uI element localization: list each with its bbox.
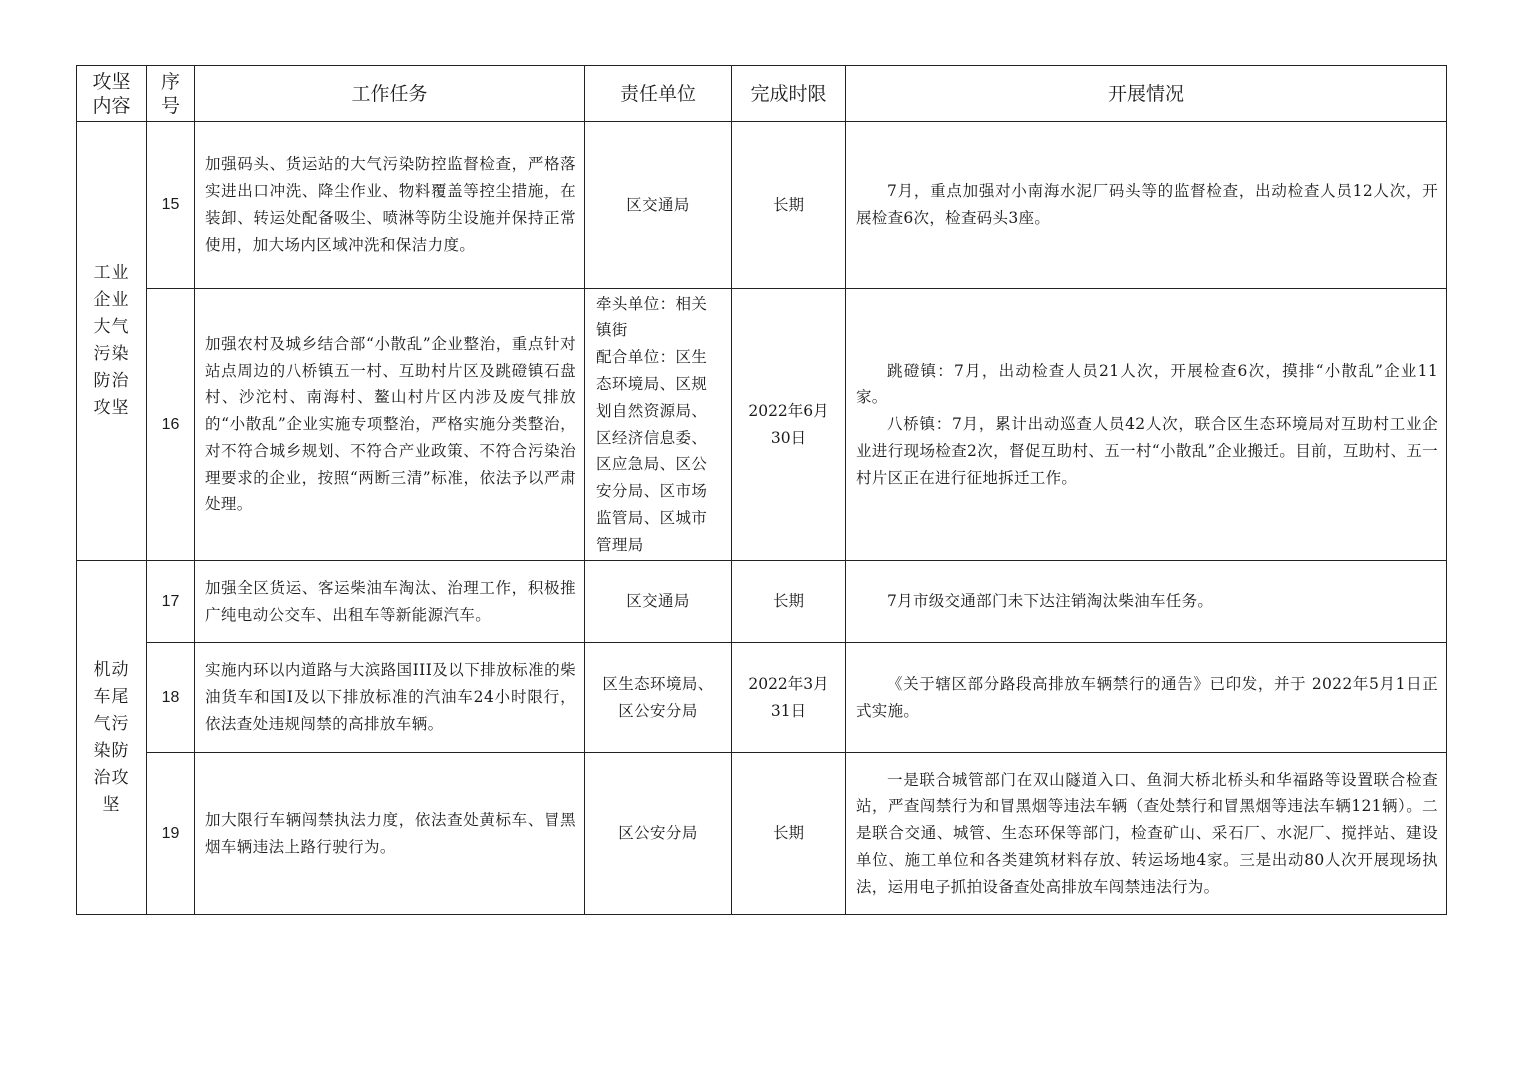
table-row [77, 561, 1447, 643]
progress-paragraph: 7月，重点加强对小南海水泥厂码头等的监督检查，出动检查人员12人次，开展检查6次，检查码头3座。 [856, 182, 1438, 227]
progress-paragraph: 一是联合城管部门在双山隧道入口、鱼洞大桥北桥头和华福路等设置联合检查站，严查闯禁行为和冒黑烟等违法车辆（查处禁行和冒黑烟等违法车辆121辆）。二是联合交通、城管、生态环保等部门，检查矿山、采石厂、水泥厂、搅拌站、建设单位、施工单位和各类建筑材料存放、转运场地4家。三是出动80人次开展现场执法，运用电子抓拍设备查处高排放车闯禁违法行为。 [856, 770, 1438, 896]
task-table [76, 65, 1447, 915]
progress-paragraph: 《关于辖区部分路段高排放车辆禁行的通告》已印发，并于 2022年5月1日正式实施。 [856, 674, 1438, 720]
header-unit: 责任单位 [585, 66, 732, 122]
category-label: 工业企业大气污染防治攻坚 [93, 263, 130, 418]
category-label: 机动车尾气污染防治攻坚 [93, 659, 130, 815]
category-cell [77, 561, 147, 915]
progress-cell [846, 289, 1447, 561]
progress-cell [846, 561, 1447, 643]
progress-cell [846, 753, 1447, 915]
progress-paragraph: 八桥镇：7月，累计出动巡查人员42人次，联合区生态环境局对互助村工业企业进行现场检查2次，督促互助村、五一村“小散乱”企业搬迁。目前，互助村、五一村片区正在进行征地拆迁工作。 [856, 415, 1438, 487]
unit-cell: 区生态环境局、区公安分局 [585, 643, 732, 753]
deadline-cell: 长期 [732, 122, 846, 289]
unit-cell: 区公安分局 [585, 753, 732, 915]
table-row [77, 122, 1447, 289]
progress-cell [846, 122, 1447, 289]
task-cell: 加强农村及城乡结合部“小散乱”企业整治，重点针对站点周边的八桥镇五一村、互助村片区及跳磴镇石盘村、沙沱村、南海村、鳌山村片区内涉及废气排放的“小散乱”企业实施专项整治，严格实施分类整治，对不符合城乡规划、不符合产业政策、不符合污染治理要求的企业，按照“两断三清”标准，依法予以严肃处理。 [195, 289, 585, 561]
progress-cell [846, 643, 1447, 753]
row-number: 18 [147, 643, 195, 753]
row-number: 15 [147, 122, 195, 289]
task-cell: 实施内环以内道路与大滨路国III及以下排放标准的柴油货车和国I及以下排放标准的汽油车24小时限行，依法查处违规闯禁的高排放车辆。 [195, 643, 585, 753]
deadline-cell: 2022年6月30日 [732, 289, 846, 561]
row-number: 19 [147, 753, 195, 915]
header-category: 攻坚内容 [77, 66, 147, 122]
deadline-cell: 长期 [732, 753, 846, 915]
category-cell [77, 122, 147, 561]
row-number: 17 [147, 561, 195, 643]
header-row [77, 66, 1447, 122]
table-row [77, 289, 1447, 561]
table-row [77, 643, 1447, 753]
header-progress: 开展情况 [846, 66, 1447, 122]
task-cell: 加强全区货运、客运柴油车淘汰、治理工作，积极推广纯电动公交车、出租车等新能源汽车。 [195, 561, 585, 643]
progress-paragraph: 跳磴镇：7月，出动检查人员21人次，开展检查6次，摸排“小散乱”企业11家。 [856, 361, 1438, 407]
header-deadline: 完成时限 [732, 66, 846, 122]
deadline-cell: 2022年3月31日 [732, 643, 846, 753]
progress-paragraph: 7月市级交通部门未下达注销淘汰柴油车任务。 [887, 592, 1214, 611]
header-task: 工作任务 [195, 66, 585, 122]
deadline-cell: 长期 [732, 561, 846, 643]
table-row [77, 753, 1447, 915]
task-cell: 加大限行车辆闯禁执法力度，依法查处黄标车、冒黑烟车辆违法上路行驶行为。 [195, 753, 585, 915]
header-no: 序号 [147, 66, 195, 122]
task-cell: 加强码头、货运站的大气污染防控监督检查，严格落实进出口冲洗、降尘作业、物料覆盖等控尘措施，在装卸、转运处配备吸尘、喷淋等防尘设施并保持正常使用，加大场内区域冲洗和保洁力度。 [195, 122, 585, 289]
unit-cell: 区交通局 [585, 561, 732, 643]
row-number: 16 [147, 289, 195, 561]
unit-cell: 牵头单位：相关镇街 配合单位：区生态环境局、区规划自然资源局、区经济信息委、区应急局、区公安分局、区市场监管局、区城市管理局 [585, 289, 732, 561]
unit-cell: 区交通局 [585, 122, 732, 289]
